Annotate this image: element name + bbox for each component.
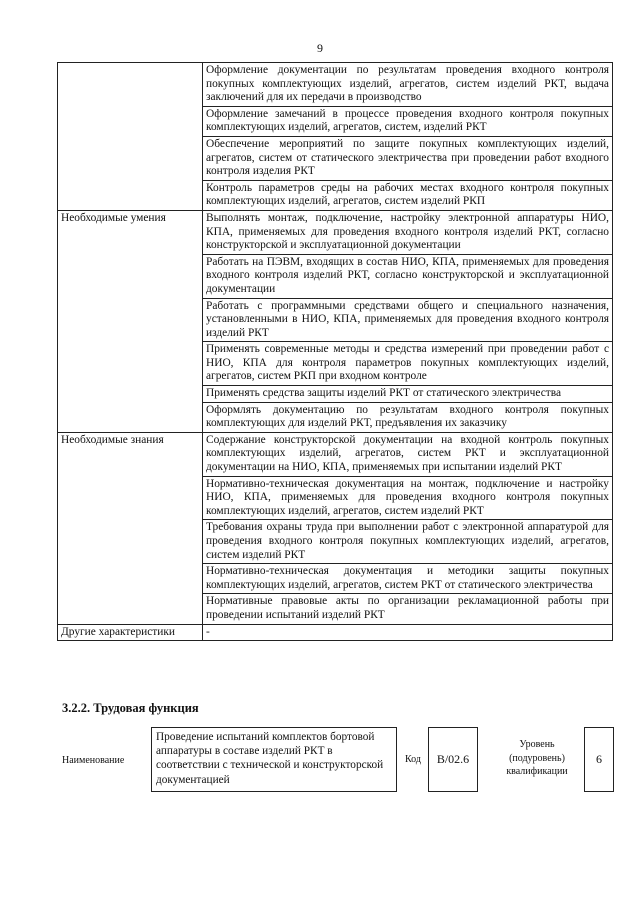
row-description: Применять средства защиты изделий РКТ от статического электричества: [203, 386, 613, 403]
table-row: [58, 63, 613, 107]
row-description: Работать с программными средствами общего и специального назначения, установленными в НИО, КПА, применяемых для проведения входного контроля изделий РКТ: [203, 298, 613, 342]
row-description: Контроль параметров среды на рабочих местах входного контроля покупных комплектующих изделий, агрегатов, систем изделий РКП: [203, 180, 613, 210]
competency-table-body: [58, 63, 613, 641]
row-category-label: Необходимые умения: [58, 210, 203, 432]
labor-function-code-label: Код: [405, 754, 421, 765]
row-description: Содержание конструкторской документации на входной контроль покупных комплектующих изделий, агрегатов, систем РКТ и эксплуатационной документации на НИО, КПА, применяемых при испытании изделий РКТ: [203, 432, 613, 476]
table-row: [58, 210, 613, 254]
labor-function-code-value: B/02.6: [428, 727, 478, 792]
row-category-label: [58, 63, 203, 211]
page-number: 9: [317, 41, 323, 55]
qualification-level-label: Уровень (подуровень) квалификации: [506, 739, 568, 777]
table-row: [58, 432, 613, 476]
row-description: Оформление документации по результатам проведения входного контроля покупных комплектующих изделий, агрегатов, систем изделий РКТ, выдача заключений для их передачи в производство: [203, 63, 613, 107]
labor-function-name-value: Проведение испытаний комплектов бортовой аппаратуры в составе изделий РКТ в соответствии с технической и конструкторской документацией: [151, 727, 397, 792]
table-row: [58, 624, 613, 641]
row-category-label: Необходимые знания: [58, 432, 203, 624]
competency-table: [57, 62, 613, 641]
row-description: Работать на ПЭВМ, входящих в состав НИО, КПА, применяемых для проведения входного контроля изделий РКТ, согласно конструкторской и эксплуатационной документации: [203, 254, 613, 298]
row-description: Обеспечение мероприятий по защите покупных комплектующих изделий, агрегатов, систем от статического электричества при проведении работ входного контроля изделия РКТ: [203, 136, 613, 180]
row-category-label: Другие характеристики: [58, 624, 203, 641]
row-description: Оформлять документацию по результатам входного контроля покупных комплектующих для изделий РКТ, предъявления их заказчику: [203, 402, 613, 432]
row-description: Нормативно-техническая документация и методики защиты покупных комплектующих изделий, агрегатов, систем РКТ от статического электричества: [203, 564, 613, 594]
qualification-level-value: 6: [584, 727, 614, 792]
row-description: -: [203, 624, 613, 641]
row-description: Требования охраны труда при выполнении работ с электронной аппаратурой для проведения входного контроля покупных комплектующих изделий, агрегатов, систем изделий РКТ: [203, 520, 613, 564]
row-description: Нормативно-техническая документация на монтаж, подключение и настройку НИО, КПА, применяемых для проведения входного контроля покупных комплектующих изделий, агрегатов, систем изделий РКТ: [203, 476, 613, 520]
row-description: Выполнять монтаж, подключение, настройку электронной аппаратуры НИО, КПА, применяемых для проведения входного контроля изделий РКТ, согласно конструкторской и эксплуатационной документации: [203, 210, 613, 254]
labor-function-name-label: Наименование: [62, 755, 125, 766]
row-description: Оформление замечаний в процессе проведения входного контроля покупных комплектующих изделий, агрегатов, систем, изделий РКТ: [203, 106, 613, 136]
section-title: 3.2.2. Трудовая функция: [62, 701, 199, 715]
row-description: Применять современные методы и средства измерений при проведении работ с НИО, КПА для контроля параметров покупных комплектующих изделий, агрегатов, систем РКП при входном контроле: [203, 342, 613, 386]
row-description: Нормативные правовые акты по организации рекламационной работы при проведении испытаний изделий РКТ: [203, 594, 613, 624]
